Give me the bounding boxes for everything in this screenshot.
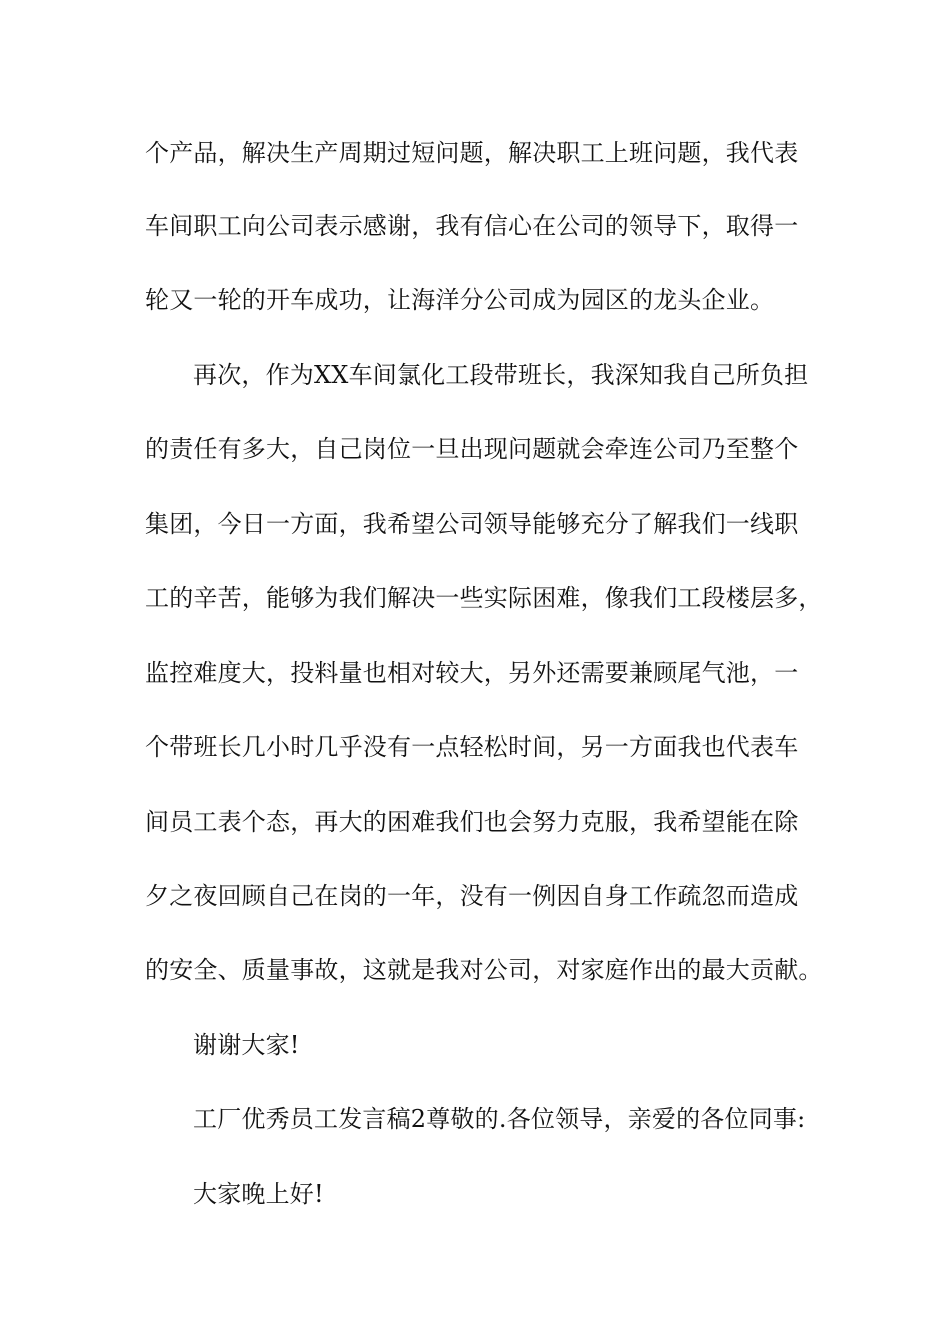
text-line: 轮又一轮的开车成功，让海洋分公司成为园区的龙头企业。	[145, 286, 775, 314]
speech-title-line: 工厂优秀员工发言稿2尊敬的.各位领导，亲爱的各位同事:	[193, 1105, 806, 1133]
paragraph-start-line: 再次，作为XX车间氯化工段带班长，我深知我自己所负担	[193, 361, 809, 389]
text-line: 个产品，解决生产周期过短问题，解决职工上班问题，我代表	[145, 139, 799, 167]
text-line: 夕之夜回顾自己在岗的一年，没有一例因自身工作疏忽而造成	[145, 882, 799, 910]
text-line: 车间职工向公司表示感谢，我有信心在公司的领导下，取得一	[145, 212, 799, 240]
text-line: 的责任有多大，自己岗位一旦出现问题就会牵连公司乃至整个	[145, 435, 799, 463]
text-line: 间员工表个态，再大的困难我们也会努力克服，我希望能在除	[145, 808, 799, 836]
text-line: 集团，今日一方面，我希望公司领导能够充分了解我们一线职	[145, 510, 799, 538]
text-line: 工的辛苦，能够为我们解决一些实际困难，像我们工段楼层多，	[145, 584, 823, 612]
thanks-line: 谢谢大家!	[193, 1031, 300, 1059]
text-line: 个带班长几小时几乎没有一点轻松时间，另一方面我也代表车	[145, 733, 799, 761]
text-line: 的安全、质量事故，这就是我对公司，对家庭作出的最大贡献。	[145, 956, 823, 984]
greeting-line: 大家晚上好!	[193, 1180, 324, 1208]
text-line: 监控难度大，投料量也相对较大，另外还需要兼顾尾气池，一	[145, 659, 799, 687]
